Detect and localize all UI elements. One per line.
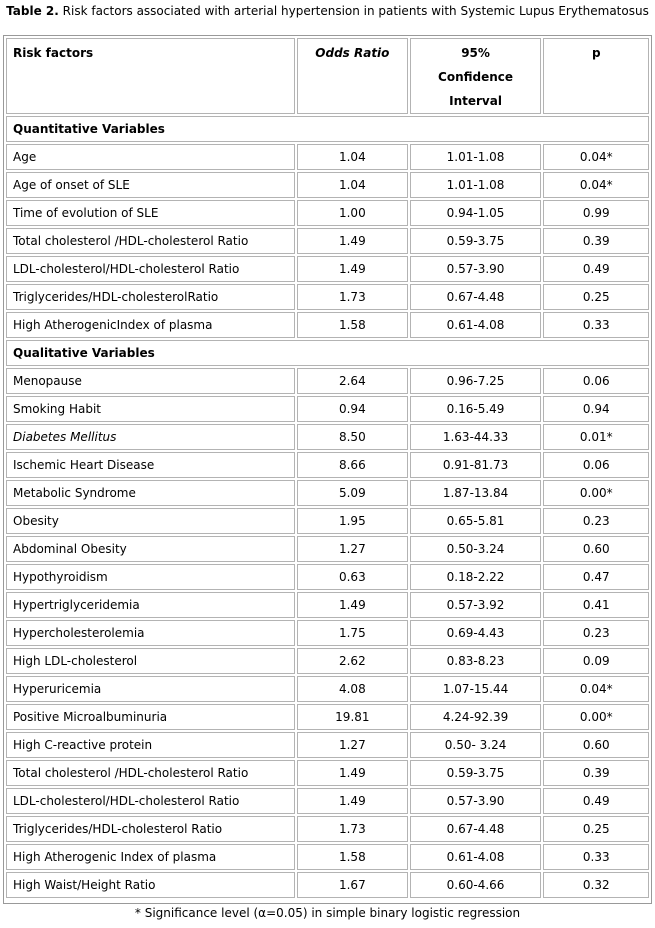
cell-odds-ratio: 0.63 — [297, 564, 408, 590]
cell-p-value: 0.04* — [543, 676, 649, 702]
cell-odds-ratio: 1.00 — [297, 200, 408, 226]
cell-confidence-interval: 0.61-4.08 — [410, 844, 542, 870]
cell-odds-ratio: 1.67 — [297, 872, 408, 898]
cell-p-value: 0.60 — [543, 536, 649, 562]
cell-odds-ratio: 0.94 — [297, 396, 408, 422]
cell-odds-ratio: 8.50 — [297, 424, 408, 450]
cell-risk-factor: Total cholesterol /HDL-cholesterol Ratio — [6, 228, 295, 254]
cell-confidence-interval: 0.91-81.73 — [410, 452, 542, 478]
table-row — [6, 760, 649, 786]
cell-p-value: 0.00* — [543, 704, 649, 730]
cell-confidence-interval: 1.01-1.08 — [410, 144, 542, 170]
table-row — [6, 508, 649, 534]
cell-risk-factor: Hyperuricemia — [6, 676, 295, 702]
cell-risk-factor: Triglycerides/HDL-cholesterolRatio — [6, 284, 295, 310]
header-odds-ratio: Odds Ratio — [297, 38, 408, 114]
cell-confidence-interval: 1.01-1.08 — [410, 172, 542, 198]
header-p: p — [543, 38, 649, 114]
cell-odds-ratio: 1.49 — [297, 592, 408, 618]
cell-odds-ratio: 1.75 — [297, 620, 408, 646]
table-row — [6, 424, 649, 450]
cell-odds-ratio: 1.95 — [297, 508, 408, 534]
cell-odds-ratio: 1.49 — [297, 228, 408, 254]
cell-p-value: 0.49 — [543, 788, 649, 814]
cell-confidence-interval: 0.59-3.75 — [410, 760, 542, 786]
cell-p-value: 0.41 — [543, 592, 649, 618]
cell-confidence-interval: 0.96-7.25 — [410, 368, 542, 394]
table-row — [6, 788, 649, 814]
cell-confidence-interval: 0.16-5.49 — [410, 396, 542, 422]
cell-confidence-interval: 1.63-44.33 — [410, 424, 542, 450]
table-row — [6, 872, 649, 898]
cell-p-value: 0.01* — [543, 424, 649, 450]
cell-p-value: 0.39 — [543, 228, 649, 254]
cell-risk-factor: Metabolic Syndrome — [6, 480, 295, 506]
header-ci-line3: Interval — [449, 94, 502, 108]
header-ci-line2: Confidence — [438, 70, 514, 84]
cell-odds-ratio: 1.58 — [297, 844, 408, 870]
cell-p-value: 0.60 — [543, 732, 649, 758]
footnote: * Significance level (α=0.05) in simple binary logistic regression — [134, 906, 521, 920]
table-row — [6, 452, 649, 478]
cell-confidence-interval: 4.24-92.39 — [410, 704, 542, 730]
cell-odds-ratio: 1.04 — [297, 172, 408, 198]
header-confidence-interval — [410, 38, 542, 114]
table-row — [6, 816, 649, 842]
cell-risk-factor: Age — [6, 144, 295, 170]
caption-label: Table 2. — [6, 4, 59, 18]
cell-p-value: 0.04* — [543, 144, 649, 170]
table-row — [6, 172, 649, 198]
table-row — [6, 648, 649, 674]
cell-odds-ratio: 5.09 — [297, 480, 408, 506]
cell-risk-factor: High Atherogenic Index of plasma — [6, 844, 295, 870]
cell-risk-factor: Abdominal Obesity — [6, 536, 295, 562]
section-header-row — [6, 340, 649, 366]
cell-confidence-interval: 0.57-3.90 — [410, 788, 542, 814]
table-row — [6, 200, 649, 226]
table-row — [6, 592, 649, 618]
table-row — [6, 844, 649, 870]
risk-factors-table-container — [3, 35, 652, 904]
cell-risk-factor: Ischemic Heart Disease — [6, 452, 295, 478]
cell-risk-factor: Age of onset of SLE — [6, 172, 295, 198]
cell-confidence-interval: 0.67-4.48 — [410, 284, 542, 310]
risk-factors-table — [4, 36, 651, 900]
table-row — [6, 284, 649, 310]
table-row — [6, 704, 649, 730]
cell-odds-ratio: 4.08 — [297, 676, 408, 702]
table-row — [6, 312, 649, 338]
table-row — [6, 480, 649, 506]
cell-risk-factor: LDL-cholesterol/HDL-cholesterol Ratio — [6, 788, 295, 814]
table-caption — [0, 4, 655, 18]
cell-odds-ratio: 1.27 — [297, 536, 408, 562]
cell-risk-factor: Diabetes Mellitus — [6, 424, 295, 450]
cell-p-value: 0.32 — [543, 872, 649, 898]
cell-confidence-interval: 0.69-4.43 — [410, 620, 542, 646]
cell-p-value: 0.06 — [543, 452, 649, 478]
cell-risk-factor: Hypothyroidism — [6, 564, 295, 590]
cell-p-value: 0.99 — [543, 200, 649, 226]
table-row — [6, 144, 649, 170]
section-title: Qualitative Variables — [6, 340, 649, 366]
caption-text: Risk factors associated with arterial hypertension in patients with Systemic Lupus Erythematosus — [62, 4, 649, 18]
cell-odds-ratio: 2.62 — [297, 648, 408, 674]
table-header-row — [6, 38, 649, 114]
cell-odds-ratio: 1.73 — [297, 816, 408, 842]
cell-p-value: 0.23 — [543, 620, 649, 646]
cell-confidence-interval: 0.50-3.24 — [410, 536, 542, 562]
cell-confidence-interval: 0.94-1.05 — [410, 200, 542, 226]
cell-confidence-interval: 0.57-3.90 — [410, 256, 542, 282]
cell-confidence-interval: 0.60-4.66 — [410, 872, 542, 898]
cell-odds-ratio: 1.49 — [297, 760, 408, 786]
cell-confidence-interval: 0.57-3.92 — [410, 592, 542, 618]
cell-p-value: 0.06 — [543, 368, 649, 394]
cell-odds-ratio: 1.04 — [297, 144, 408, 170]
cell-risk-factor: Hypercholesterolemia — [6, 620, 295, 646]
table-row — [6, 676, 649, 702]
cell-confidence-interval: 0.67-4.48 — [410, 816, 542, 842]
table-row — [6, 732, 649, 758]
cell-confidence-interval: 0.61-4.08 — [410, 312, 542, 338]
cell-risk-factor: High Waist/Height Ratio — [6, 872, 295, 898]
cell-p-value: 0.33 — [543, 312, 649, 338]
section-title: Quantitative Variables — [6, 116, 649, 142]
cell-risk-factor: Menopause — [6, 368, 295, 394]
table-row — [6, 228, 649, 254]
cell-risk-factor: High AtherogenicIndex of plasma — [6, 312, 295, 338]
cell-p-value: 0.25 — [543, 284, 649, 310]
cell-confidence-interval: 1.87-13.84 — [410, 480, 542, 506]
cell-odds-ratio: 1.49 — [297, 256, 408, 282]
cell-p-value: 0.39 — [543, 760, 649, 786]
table-row — [6, 536, 649, 562]
cell-p-value: 0.23 — [543, 508, 649, 534]
cell-odds-ratio: 1.73 — [297, 284, 408, 310]
table-row — [6, 564, 649, 590]
cell-confidence-interval: 0.50- 3.24 — [410, 732, 542, 758]
cell-odds-ratio: 2.64 — [297, 368, 408, 394]
cell-p-value: 0.00* — [543, 480, 649, 506]
table-row — [6, 620, 649, 646]
cell-p-value: 0.25 — [543, 816, 649, 842]
cell-risk-factor: Smoking Habit — [6, 396, 295, 422]
cell-p-value: 0.47 — [543, 564, 649, 590]
cell-risk-factor: Total cholesterol /HDL-cholesterol Ratio — [6, 760, 295, 786]
cell-risk-factor: Triglycerides/HDL-cholesterol Ratio — [6, 816, 295, 842]
cell-p-value: 0.33 — [543, 844, 649, 870]
cell-confidence-interval: 0.83-8.23 — [410, 648, 542, 674]
header-ci-line1: 95% — [461, 46, 490, 60]
cell-risk-factor: Positive Microalbuminuria — [6, 704, 295, 730]
cell-odds-ratio: 8.66 — [297, 452, 408, 478]
section-header-row — [6, 116, 649, 142]
cell-risk-factor: High C-reactive protein — [6, 732, 295, 758]
cell-confidence-interval: 1.07-15.44 — [410, 676, 542, 702]
cell-odds-ratio: 1.27 — [297, 732, 408, 758]
cell-risk-factor: Obesity — [6, 508, 295, 534]
cell-risk-factor: LDL-cholesterol/HDL-cholesterol Ratio — [6, 256, 295, 282]
cell-confidence-interval: 0.59-3.75 — [410, 228, 542, 254]
cell-odds-ratio: 19.81 — [297, 704, 408, 730]
header-risk-factors: Risk factors — [6, 38, 295, 114]
cell-confidence-interval: 0.18-2.22 — [410, 564, 542, 590]
table-row — [6, 396, 649, 422]
cell-odds-ratio: 1.58 — [297, 312, 408, 338]
cell-p-value: 0.94 — [543, 396, 649, 422]
cell-p-value: 0.49 — [543, 256, 649, 282]
table-row — [6, 368, 649, 394]
cell-risk-factor: High LDL-cholesterol — [6, 648, 295, 674]
table-row — [6, 256, 649, 282]
cell-risk-factor: Time of evolution of SLE — [6, 200, 295, 226]
cell-p-value: 0.09 — [543, 648, 649, 674]
cell-confidence-interval: 0.65-5.81 — [410, 508, 542, 534]
cell-odds-ratio: 1.49 — [297, 788, 408, 814]
cell-risk-factor: Hypertriglyceridemia — [6, 592, 295, 618]
cell-p-value: 0.04* — [543, 172, 649, 198]
